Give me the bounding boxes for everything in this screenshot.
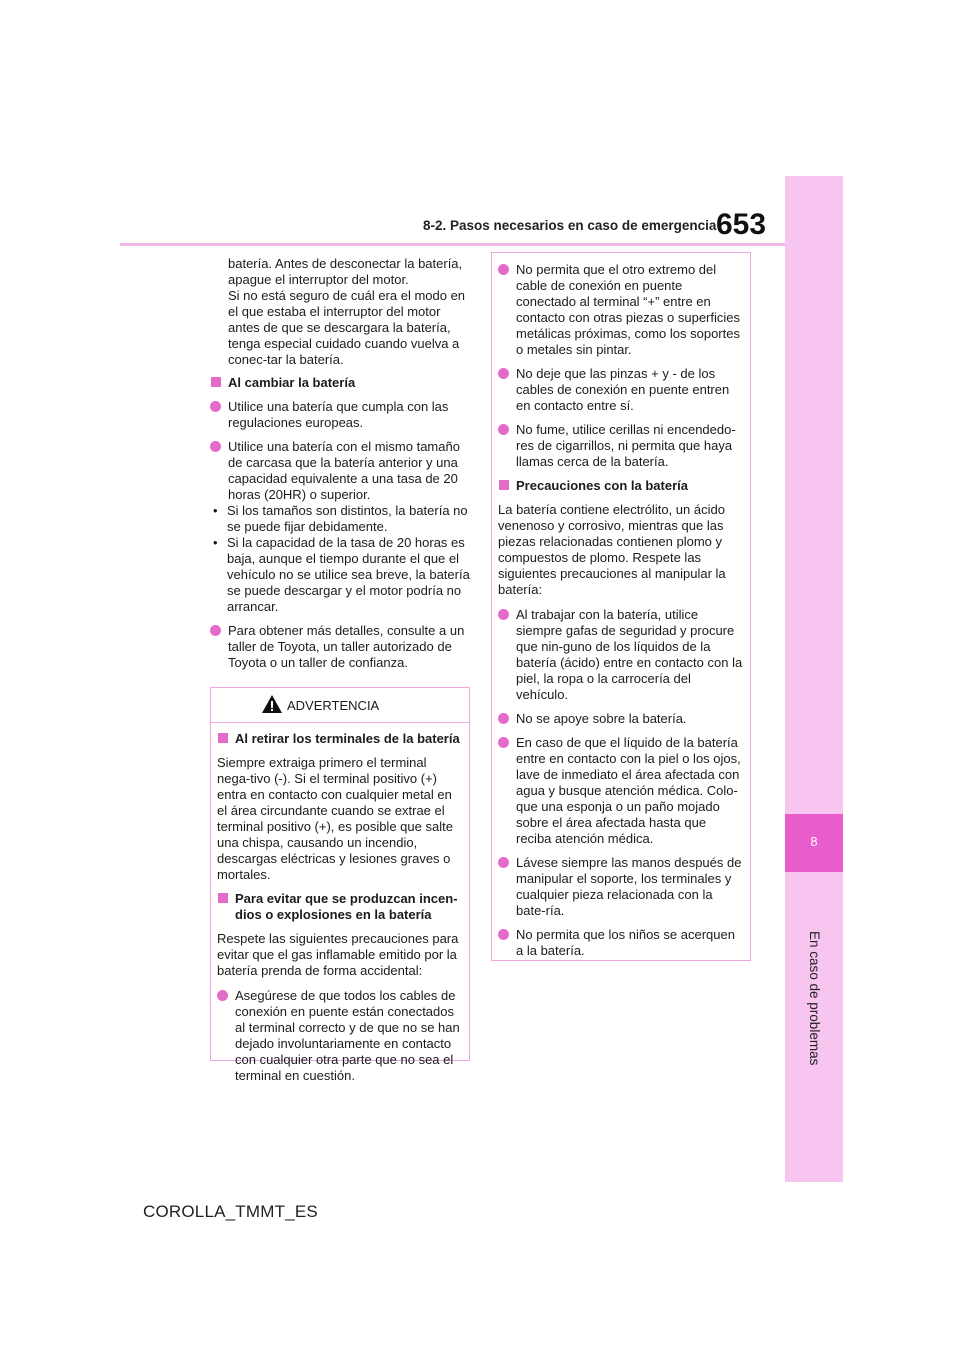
bullet-item: No se apoye sobre la batería. xyxy=(498,711,744,727)
circle-bullet-icon xyxy=(498,264,509,275)
dot-bullet-icon: • xyxy=(213,503,218,518)
warning-heading-1: Al retirar los terminales de la batería xyxy=(217,731,463,747)
square-bullet-icon xyxy=(218,733,228,743)
circle-bullet-icon xyxy=(498,737,509,748)
sub-item: • Si los tamaños son distintos, la batería no se puede fijar debidamente. xyxy=(213,503,468,534)
intro-text: batería. Antes de desconectar la batería, apague el interruptor del motor. xyxy=(228,256,463,287)
circle-bullet-icon xyxy=(217,990,228,1001)
chapter-title: En caso de problemas xyxy=(807,931,822,1066)
bullet-item: Utilice una batería con el mismo tamaño de carcasa que la batería anterior y una capacidad equivalente a una tasa de 20 horas (20HR) o superior. xyxy=(210,439,472,503)
circle-bullet-icon xyxy=(498,713,509,724)
heading-battery-precautions: Precauciones con la batería xyxy=(498,478,744,494)
circle-bullet-icon xyxy=(498,857,509,868)
square-bullet-icon xyxy=(499,480,509,490)
bullet-item: Para obtener más detalles, consulte a un taller de Toyota, un taller autorizado de Toyota o un taller de confianza. xyxy=(210,623,472,671)
chapter-tab xyxy=(785,814,843,872)
circle-bullet-icon xyxy=(498,929,509,940)
circle-bullet-icon xyxy=(210,441,221,452)
precautions-paragraph: La batería contiene electrólito, un ácido venenoso y corrosivo, mientras que las piezas relacionadas contienen plomo y compuestos de plomo. Respete las siguientes precauciones al manipular la batería: xyxy=(498,502,726,597)
bullet-item: En caso de que el líquido de la batería entre en contacto con la piel o los ojos, lave de inmediato el área afectada con agua y busque atención médica. Colo-que una esponja o un paño mojado sobre el área afectada hasta que reciba atención médica. xyxy=(498,735,744,847)
square-bullet-icon xyxy=(218,893,228,903)
circle-bullet-icon xyxy=(210,401,221,412)
heading-battery-change: Al cambiar la batería xyxy=(210,375,472,391)
circle-bullet-icon xyxy=(498,368,509,379)
bullet-item: Utilice una batería que cumpla con las regulaciones europeas. xyxy=(210,399,472,431)
bullet-item: Lávese siempre las manos después de manipular el soporte, los terminales y cualquier pieza relacionada con la bate-ría. xyxy=(498,855,744,919)
chapter-number: 8 xyxy=(810,834,818,849)
bullet-item: Al trabajar con la batería, utilice siempre gafas de seguridad y procure que nin-guno de los líquidos de la batería (ácido) entre en contacto con la piel, la ropa o la carrocería del vehículo. xyxy=(498,607,744,703)
warning-box xyxy=(210,687,470,1083)
header-rule xyxy=(120,243,785,246)
bullet-item: No deje que las pinzas + y - de los cables de conexión en puente entren en contacto entre sí. xyxy=(498,366,744,414)
dot-bullet-icon: • xyxy=(213,535,218,550)
square-bullet-icon xyxy=(211,377,221,387)
warning-heading-2: Para evitar que se produzcan incen-dios o explosiones en la batería xyxy=(217,891,463,923)
bullet-item: No permita que los niños se acerquen a la batería. xyxy=(498,927,744,959)
document-code: COROLLA_TMMT_ES xyxy=(143,1202,318,1221)
warning-paragraph-2: Respete las siguientes precauciones para evitar que el gas inflamable emitido por la batería prenda de forma accidental: xyxy=(217,931,459,978)
warning-paragraph-1: Siempre extraiga primero el terminal nega-tivo (-). Si el terminal positivo (+) entra en contacto con cualquier metal en el área circundante cuando se extrae el terminal positivo (+), es posible que salte una chispa, causando un incendio, descargas eléctricas y lesiones graves o mortales. xyxy=(217,755,453,882)
sub-item: • Si la capacidad de la tasa de 20 horas es baja, aunque el tiempo durante el que el vehículo no se utilice sea breve, la batería se puede descargar y el motor podría no arrancar. xyxy=(213,535,470,614)
page-number: 653 xyxy=(716,208,767,241)
bullet-item: Asegúrese de que todos los cables de conexión en puente están conectados al terminal correcto y de que no se han dejado involuntariamente en contacto con cualquier otra parte que no sea el terminal en cuestión. xyxy=(217,988,463,1084)
circle-bullet-icon xyxy=(498,424,509,435)
bullet-item: No permita que el otro extremo del cable de conexión en puente conectado al terminal “+” entre en contacto con otras piezas o superficies metálicas próximas, como los soportes o metales sin pintar. xyxy=(498,262,744,358)
circle-bullet-icon xyxy=(498,609,509,620)
warning-title: ADVERTENCIA xyxy=(287,698,380,713)
warning-triangle-icon xyxy=(261,694,283,714)
warning-header xyxy=(211,688,469,723)
section-title: 8-2. Pasos necesarios en caso de emergencia xyxy=(423,218,717,233)
intro-text-2: Si no está seguro de cuál era el modo en el que estaba el interruptor del motor antes de que se descargara la batería, tenga especial cuidado cuando vuelva a conec-tar la batería. xyxy=(228,288,466,367)
chapter-sidebar xyxy=(785,176,843,1182)
left-column xyxy=(210,256,472,679)
bullet-item: No fume, utilice cerillas ni encendedo-res de cigarrillos, ni permita que haya llamas cerca de la batería. xyxy=(498,422,744,470)
circle-bullet-icon xyxy=(210,625,221,636)
warning-box-continued xyxy=(491,252,751,961)
